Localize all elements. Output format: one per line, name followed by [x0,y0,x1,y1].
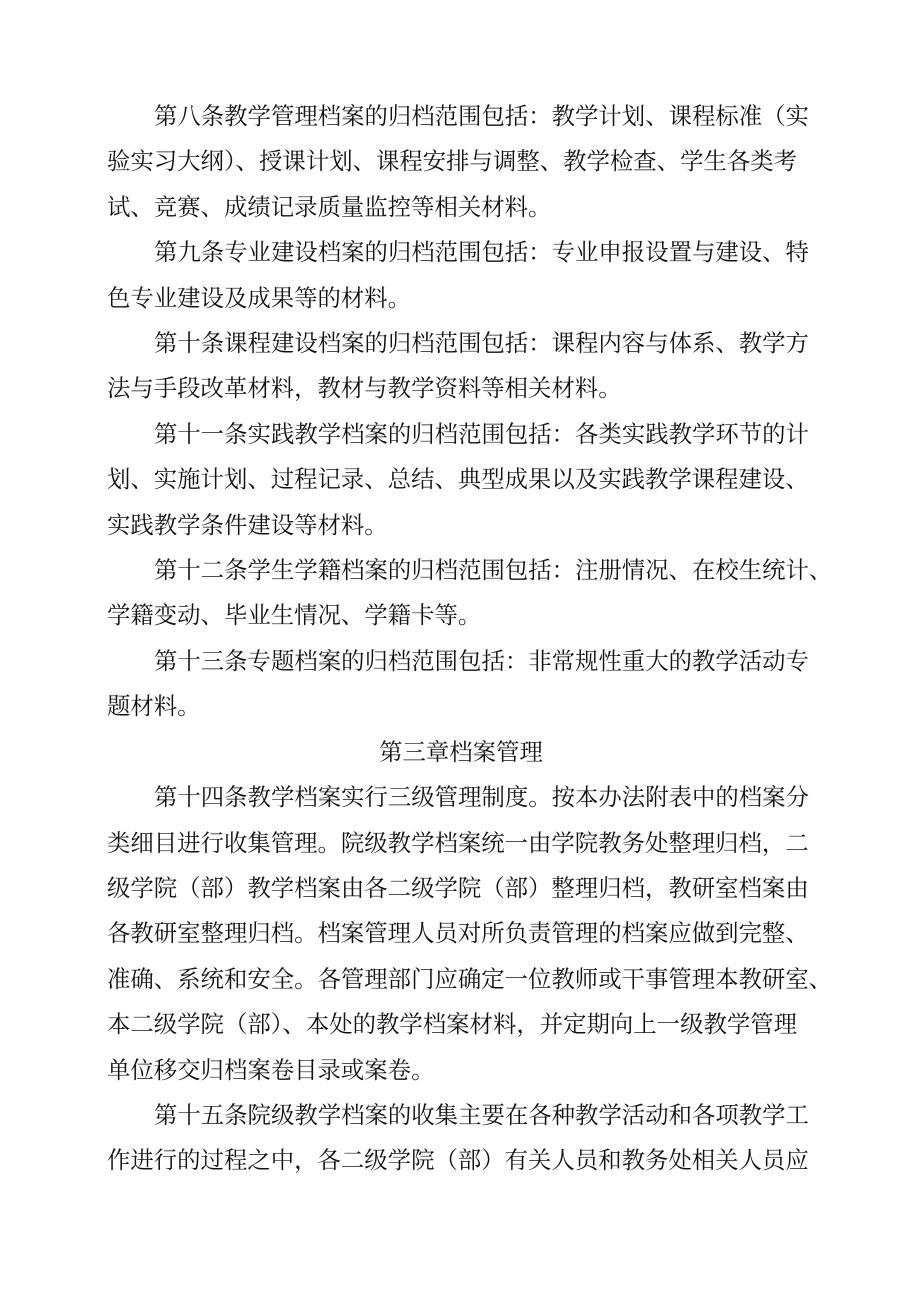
text-line: 第十四条教学档案实行三级管理制度。按本办法附表中的档案分 [154,783,809,812]
text-line: 第九条专业建设档案的归档范围包括：专业申报设置与建设、特 [154,238,809,267]
article-8 [107,94,815,230]
text-line: 实践教学条件建设等材料。 [107,510,388,539]
text-line: 作进行的过程之中，各二级学院（部）有关人员和教务处相关人员应 [107,1146,809,1175]
article-15 [107,1093,815,1184]
article-14 [107,775,833,1093]
text-line: 试、竞赛、成绩记录质量监控等相关材料。 [107,192,552,221]
document-body [107,94,833,1184]
text-line: 准确、系统和安全。各管理部门应确定一位教师或干事管理本教研室、 [107,964,833,993]
article-13 [107,639,815,730]
chapter-heading: 第三章档案管理 [379,737,543,766]
text-line: 各教研室整理归档。档案管理人员对所负责管理的档案应做到完整、 [107,919,809,948]
text-line: 单位移交归档案卷目录或案卷。 [107,1055,435,1084]
text-line: 划、实施计划、过程记录、总结、典型成果以及实践教学课程建设、 [107,465,809,494]
text-line: 类细目进行收集管理。院级教学档案统一由学院教务处整理归档，二 [107,828,809,857]
text-line: 本二级学院（部）、本处的教学档案材料，并定期向上一级教学管理 [107,1010,798,1039]
text-line: 学籍变动、毕业生情况、学籍卡等。 [107,601,482,630]
text-line: 法与手段改革材料，教材与教学资料等相关材料。 [107,374,622,403]
text-line: 题材料。 [107,692,201,721]
text-line: 第十二条学生学籍档案的归档范围包括：注册情况、在校生统计、 [154,556,833,585]
text-line: 验实习大纲）、授课计划、课程安排与调整、教学检查、学生各类考 [107,147,798,176]
article-9 [107,230,815,321]
text-line: 第八条教学管理档案的归档范围包括：教学计划、课程标准（实 [154,102,809,130]
article-10 [107,321,815,412]
article-11 [107,412,815,548]
article-12 [107,548,833,639]
text-line: 级学院（部）教学档案由各二级学院（部）整理归档，教研室档案由 [107,873,809,902]
text-line: 第十一条实践教学档案的归档范围包括：各类实践教学环节的计 [154,419,809,448]
text-line: 色专业建设及成果等的材料。 [107,283,412,312]
text-line: 第十三条专题档案的归档范围包括：非常规性重大的教学活动专 [154,646,809,675]
text-line: 第十条课程建设档案的归档范围包括：课程内容与体系、教学方 [154,329,809,358]
text-line: 第十五条院级教学档案的收集主要在各种教学活动和各项教学工 [154,1100,809,1129]
